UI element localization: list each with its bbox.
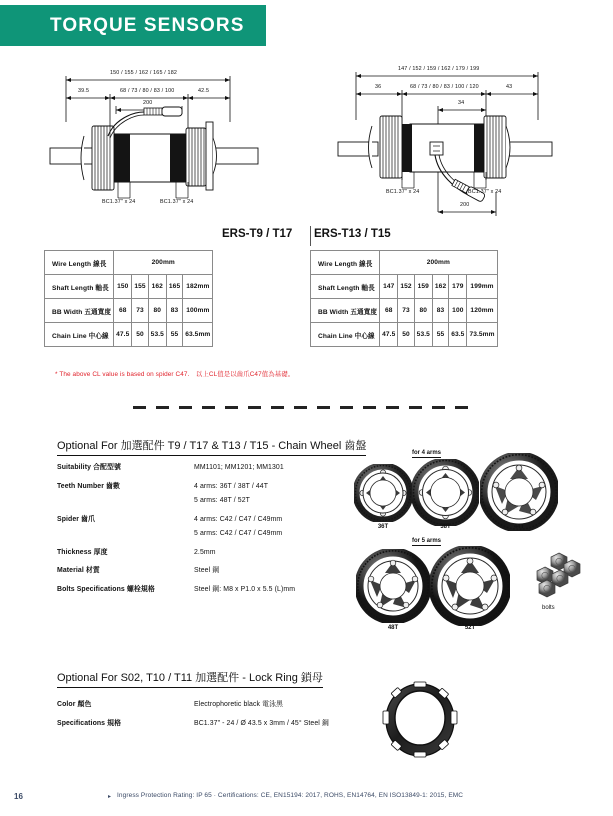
- cell-value: 68: [114, 299, 132, 323]
- cell-value: 120mm: [467, 299, 497, 323]
- spec-table-t13-t15: [310, 250, 498, 347]
- spec-value: [194, 585, 357, 599]
- spec-key: Thickness 厚度: [57, 548, 108, 556]
- spec-value-line: 2.5mm: [194, 548, 216, 556]
- cell-value: 162: [432, 275, 448, 299]
- dim-right-right-offset: 43: [506, 84, 513, 90]
- cell-value: 80: [148, 299, 166, 323]
- cell-value: 165: [166, 275, 182, 299]
- spec-table-t9-t17: [44, 250, 213, 347]
- list-item: [57, 482, 357, 510]
- spec-value-line: 5 arms: 48T / 52T: [194, 496, 250, 504]
- spec-key: Bolts Specifications 螺栓規格: [57, 585, 155, 593]
- chainring-caption-48t: 48T: [387, 625, 399, 631]
- cell-value: 200mm: [380, 251, 498, 275]
- spec-value-line: BC1.37" - 24 / Ø 43.5 x 3mm / 45° Steel 鋼: [194, 719, 329, 727]
- section-divider-dashed: [133, 406, 478, 409]
- dim-left-thread-left: BC1.37" x 24: [102, 199, 136, 205]
- cell-label: Chain Line 中心線: [311, 323, 380, 347]
- list-item: [57, 585, 357, 599]
- spec-value-line: Electrophoretic black 電泳黑: [194, 701, 284, 708]
- group-label-5-arms: for 5 arms: [412, 538, 442, 544]
- dim-left-bb-width: 68 / 73 / 80 / 83 / 100: [120, 88, 175, 94]
- page-title: TORQUE SENSORS: [50, 14, 245, 36]
- dim-right-thread-right: BC1.37" x 24: [468, 189, 502, 195]
- chainring-caption-44t: 44T: [513, 524, 525, 530]
- cell-value: 162: [148, 275, 166, 299]
- cell-value: 83: [432, 299, 448, 323]
- spec-value-line: 4 arms: 36T / 38T / 44T: [194, 482, 269, 490]
- table-row: [311, 299, 498, 323]
- cell-value: 152: [398, 275, 414, 299]
- arrow-right-icon: ▸: [108, 794, 112, 800]
- dim-left-right-offset: 42.5: [198, 88, 210, 94]
- cell-value: 47.5: [380, 323, 398, 347]
- lock-ring-heading: Optional For S02, T10 / T11 加選配件 - Lock Ring 鎖母: [57, 669, 323, 688]
- chainring-48t: [356, 549, 430, 628]
- drawing-ers-t13-t15: [320, 62, 605, 232]
- cell-value: 53.5: [148, 323, 166, 347]
- cell-label: Shaft Length 軸長: [45, 275, 114, 299]
- cell-value: 73.5mm: [467, 323, 497, 347]
- spec-value-line: MM1101; MM1201; MM1301: [194, 464, 284, 471]
- list-item: [57, 463, 357, 477]
- dim-right-offset: 36: [375, 84, 382, 90]
- spec-key: Material 材質: [57, 567, 100, 575]
- cell-value: 83: [166, 299, 182, 323]
- cell-value: 47.5: [114, 323, 132, 347]
- page-footer: [0, 789, 613, 809]
- chainring-caption-52t: 52T: [464, 625, 476, 631]
- cell-value: 80: [414, 299, 432, 323]
- table-row: [45, 251, 213, 275]
- cell-value: 100mm: [183, 299, 213, 323]
- cell-value: 55: [166, 323, 182, 347]
- model-divider: [310, 226, 311, 246]
- dim-right-wire-length: 200: [460, 202, 470, 208]
- spec-value: [194, 482, 357, 510]
- model-label-ers-t9-t17: ERS-T9 / T17: [222, 228, 293, 240]
- spec-key: Color 顏色: [57, 701, 92, 708]
- list-item: [57, 548, 357, 562]
- dim-right-bb-width: 68 / 73 / 80 / 83 / 100 / 120: [410, 84, 479, 90]
- cell-value: 55: [432, 323, 448, 347]
- chainring-36t: [354, 464, 412, 527]
- list-item: [57, 566, 357, 580]
- page-header-bar: [0, 5, 266, 46]
- cell-value: 100: [449, 299, 467, 323]
- spec-value: [194, 566, 357, 580]
- dim-left-total-length: 150 / 155 / 162 / 165 / 182: [110, 70, 177, 76]
- cell-value: 50: [132, 323, 148, 347]
- cell-label: BB Width 五通寬度: [311, 299, 380, 323]
- list-item: [57, 700, 367, 714]
- cell-value: 179: [449, 275, 467, 299]
- cell-value: 73: [398, 299, 414, 323]
- spec-value-line: 4 arms: C42 / C47 / C49mm: [194, 515, 283, 523]
- table-row: [311, 251, 498, 275]
- bolts-caption: bolts: [542, 605, 555, 611]
- model-label-row: [0, 228, 613, 246]
- chainring-caption-38t: 38T: [440, 524, 451, 530]
- chainring-38t: [412, 459, 479, 531]
- dim-right-center: 34: [458, 100, 465, 106]
- group-label-4-arms: for 4 arms: [412, 450, 442, 456]
- cl-value-note: * The above CL value is based on spider C47. 以上CL值是以齒爪C47值為基礎。: [55, 371, 295, 378]
- technical-drawings-area: [0, 62, 613, 232]
- chainring-caption-36t: 36T: [377, 524, 389, 530]
- model-label-ers-t13-t15: ERS-T13 / T15: [314, 228, 391, 240]
- table-row: [45, 275, 213, 299]
- cell-value: 150: [114, 275, 132, 299]
- cell-value: 155: [132, 275, 148, 299]
- spec-key: Spider 齒爪: [57, 515, 96, 523]
- dim-left-thread-right: BC1.37" x 24: [160, 199, 194, 205]
- dim-right-thread-left: BC1.37" x 24: [386, 189, 420, 195]
- bolts-image: [525, 550, 587, 607]
- table-row: [45, 299, 213, 323]
- cell-value: 63.5: [449, 323, 467, 347]
- list-item: [57, 719, 367, 733]
- cell-value: 68: [380, 299, 398, 323]
- cell-value: 50: [398, 323, 414, 347]
- spec-value: [194, 700, 367, 714]
- table-row: [45, 323, 213, 347]
- spec-value-line: 5 arms: C42 / C47 / C49mm: [194, 529, 283, 537]
- spec-value: [194, 548, 357, 562]
- table-row: [311, 323, 498, 347]
- table-row: [311, 275, 498, 299]
- drawing-ers-t9-t17: [40, 62, 310, 232]
- chainring-images-area: [350, 450, 613, 650]
- lock-ring-spec-list: [57, 700, 367, 737]
- spec-key: Teeth Number 齒數: [57, 482, 121, 490]
- cell-value: 199mm: [467, 275, 497, 299]
- cell-label: BB Width 五通寬度: [45, 299, 114, 323]
- dim-left-offset: 39.5: [78, 88, 90, 94]
- cell-value: 182mm: [183, 275, 213, 299]
- chain-wheel-spec-list: [57, 463, 357, 604]
- cell-value: 53.5: [414, 323, 432, 347]
- spec-value: [194, 719, 367, 733]
- spec-value-line: Steel 鋼: M8 x P1.0 x 5.5 (L)mm: [194, 585, 296, 593]
- spec-key: Suitability 合配型號: [57, 464, 122, 471]
- spec-value: [194, 463, 357, 477]
- cell-label: Wire Length 線長: [45, 251, 114, 275]
- chainring-52t: [430, 546, 510, 631]
- cell-label: Shaft Length 軸長: [311, 275, 380, 299]
- cell-value: 200mm: [114, 251, 213, 275]
- dim-right-total-length: 147 / 152 / 159 / 162 / 179 / 199: [398, 66, 480, 72]
- cell-label: Wire Length 線長: [311, 251, 380, 275]
- cell-value: 73: [132, 299, 148, 323]
- list-item: [57, 515, 357, 543]
- cell-value: 63.5mm: [183, 323, 213, 347]
- spec-value: [194, 515, 357, 543]
- spec-value-line: Steel 鋼: [194, 567, 220, 575]
- spec-key: Specifications 規格: [57, 719, 122, 727]
- cell-value: 147: [380, 275, 398, 299]
- cell-value: 159: [414, 275, 432, 299]
- dim-left-wire-length: 200: [143, 100, 153, 106]
- footer-certifications-text: Ingress Protection Rating: IP 65 · Certifications: CE, EN15194: 2017, ROHS, EN14764, EN ISO13849-1: 2015, EMC: [117, 791, 464, 799]
- lock-ring-image: [381, 678, 459, 763]
- cell-label: Chain Line 中心線: [45, 323, 114, 347]
- chain-wheel-heading: Optional For 加選配件 T9 / T17 & T13 / T15 - Chain Wheel 齒盤: [57, 437, 366, 456]
- page-number: 16: [14, 792, 23, 801]
